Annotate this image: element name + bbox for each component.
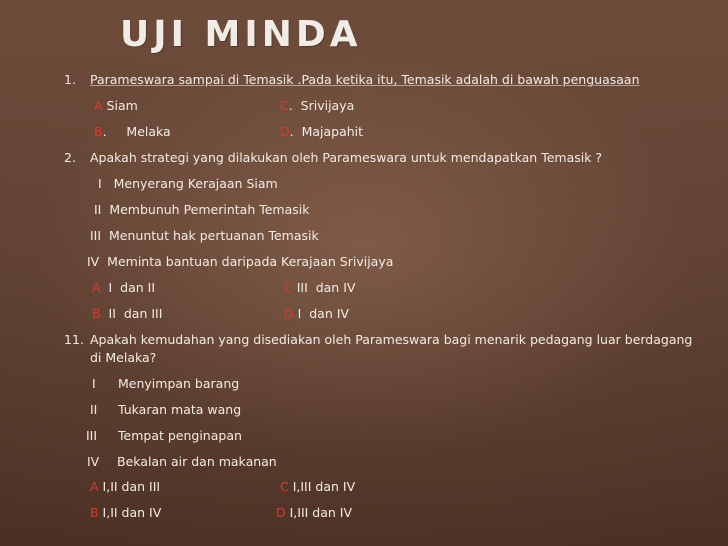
option-a <box>90 479 160 495</box>
option-letter: C <box>284 280 293 295</box>
question-2 <box>64 150 602 166</box>
option-text: III dan IV <box>292 280 356 295</box>
statement-ii: II Membunuh Pemerintah Temasik <box>94 202 310 217</box>
statement-i <box>92 376 239 392</box>
option-d <box>280 124 363 140</box>
option-c <box>280 98 354 114</box>
option-letter: C <box>280 98 289 113</box>
option-letter: A <box>92 280 101 295</box>
option-text: I,III dan IV <box>285 505 353 520</box>
option-a <box>94 98 138 114</box>
option-text: I dan IV <box>293 306 349 321</box>
option-text: Siam <box>106 98 138 113</box>
option-letter: B <box>90 505 99 520</box>
statement-iv: IV Meminta bantuan daripada Kerajaan Srivijaya <box>87 254 394 269</box>
statement-iii: III Menuntut hak pertuanan Temasik <box>90 228 319 243</box>
question-text-continued: di Melaka? <box>90 350 157 365</box>
option-text: Srivijaya <box>300 98 355 113</box>
question-1 <box>64 72 640 88</box>
option-a <box>92 280 155 296</box>
option-text: Majapahit <box>301 124 364 139</box>
option-letter: D <box>284 306 294 321</box>
option-separator: . <box>288 98 301 113</box>
question-number: 11. <box>64 332 84 347</box>
statement-numeral: III <box>86 428 98 443</box>
option-b <box>90 505 161 521</box>
statement-text: Bekalan air dan makanan <box>117 454 277 469</box>
statement-text: Tempat penginapan <box>118 428 242 443</box>
statement-numeral: I <box>92 376 96 391</box>
option-letter: D <box>280 124 290 139</box>
option-text: Melaka <box>126 124 171 139</box>
option-b <box>94 124 171 140</box>
option-letter: C <box>280 479 289 494</box>
option-text: I,III dan IV <box>288 479 356 494</box>
statement-numeral: II <box>90 402 98 417</box>
option-c <box>284 280 355 296</box>
question-11 <box>64 332 692 348</box>
option-text: I,II dan III <box>98 479 161 494</box>
option-d <box>276 505 352 521</box>
question-text: Apakah kemudahan yang disediakan oleh Parameswara bagi menarik pedagang luar berdagang <box>90 332 693 347</box>
question-text: Apakah strategi yang dilakukan oleh Parameswara untuk mendapatkan Temasik ? <box>90 150 603 165</box>
option-c <box>280 479 355 495</box>
question-text: Parameswara sampai di Temasik .Pada ketika itu, Temasik adalah di bawah penguasaan <box>90 72 640 87</box>
statement-ii <box>90 402 241 418</box>
question-number: 1. <box>64 72 76 87</box>
option-text: I,II dan IV <box>98 505 162 520</box>
page-title: UJI MINDA <box>120 14 362 55</box>
option-letter: B <box>92 306 101 321</box>
statement-text: Tukaran mata wang <box>118 402 242 417</box>
option-letter: D <box>276 505 286 520</box>
statement-iii <box>86 428 242 444</box>
statement-iv <box>87 454 277 470</box>
question-number: 2. <box>64 150 76 165</box>
statement-i: I Menyerang Kerajaan Siam <box>98 176 278 191</box>
statement-text: Menyimpan barang <box>118 376 240 391</box>
option-separator: . <box>289 124 302 139</box>
option-separator: . <box>102 124 127 139</box>
option-letter: A <box>90 479 99 494</box>
option-letter: B <box>94 124 103 139</box>
option-b <box>92 306 162 322</box>
option-letter: A <box>94 98 103 113</box>
statement-numeral: IV <box>87 454 100 469</box>
option-d <box>284 306 349 322</box>
option-text: II dan III <box>100 306 163 321</box>
option-text: I dan II <box>100 280 156 295</box>
